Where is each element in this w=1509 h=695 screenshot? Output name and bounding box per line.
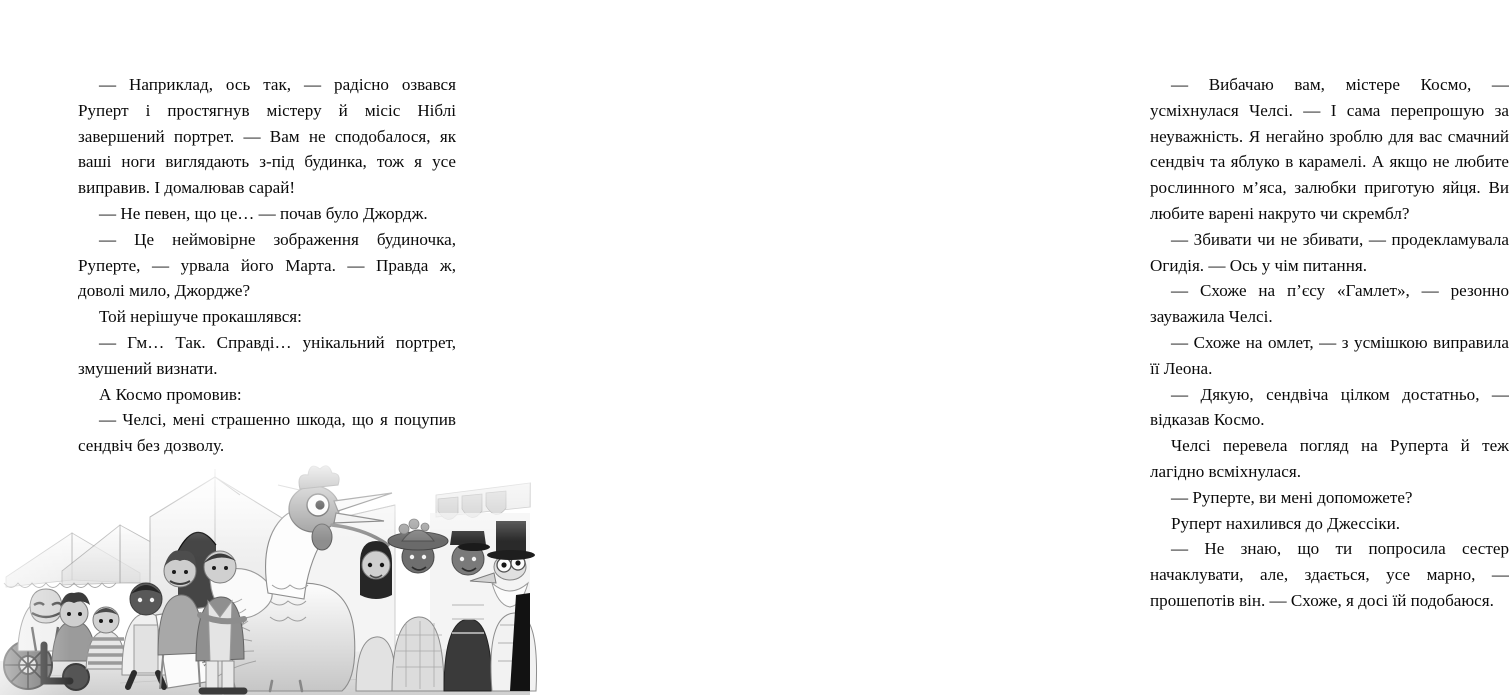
paragraph: — Вибачаю вам, містере Космо, — усміхнулася Челсі. — І сама перепрошую за неуважність. Я негайно зроблю для вас смачний сендвіч та яблуко в карамелі. А якщо не любите рослинного м’яса, залюбки приготую яйця. Ви любите варені накруто чи скрембл? [1150,75,1509,223]
paragraph: — Руперте, ви мені допоможете? [1171,487,1413,507]
paragraph: — Збивати чи не збивати, — продекламувала Огидія. — Ось у чім питання. [1150,229,1509,275]
fair-scene-illustration [0,455,530,695]
paragraph: — Дякую, сендвіча цілком достатньо, — відказав Космо. [1150,384,1509,430]
paragraph: — Наприклад, ось так, — радісно озвався Руперт і простягнув містеру й місіс Ніблі завершений портрет. — Вам не сподобалося, як ваші ноги виглядають з-під будинка, тож я усе виправив. І домалював сарай! [78,75,456,198]
paragraph: — Схоже на омлет, — з усмішкою виправила її Леона. [1150,332,1509,378]
right-page [529,0,1509,695]
paragraph: Той нерішуче прокашлявся: [99,307,302,327]
left-page [0,0,529,695]
paragraph: А Космо промовив: [99,384,242,404]
paragraph: — Челсі, мені страшенно шкода, що я поцупив сендвіч без дозволу. [78,410,456,456]
left-page-text-column [78,72,456,459]
paragraph: Челсі перевела погляд на Руперта й теж лагідно всміхнулася. [1150,436,1509,481]
right-page-text-column [1150,72,1509,614]
paragraph: — Схоже на п’єсу «Гамлет», — резонно зауважила Челсі. [1150,281,1509,327]
paragraph: Руперт нахилився до Джессіки. [1171,513,1401,533]
paragraph: — Це неймовірне зображення будиночка, Руперте, — урвала його Марта. — Правда ж, доволі мило, Джордже? [78,229,456,301]
paragraph: — Не певен, що це… — почав було Джордж. [99,203,428,223]
paragraph: — Не знаю, що ти попросила сестер начаклувати, але, здається, усе марно, — прошепотів він. — Схоже, я досі їй подобаюся. [1150,539,1509,610]
paragraph: — Гм… Так. Справді… унікальний портрет, змушений визнати. [78,332,456,378]
